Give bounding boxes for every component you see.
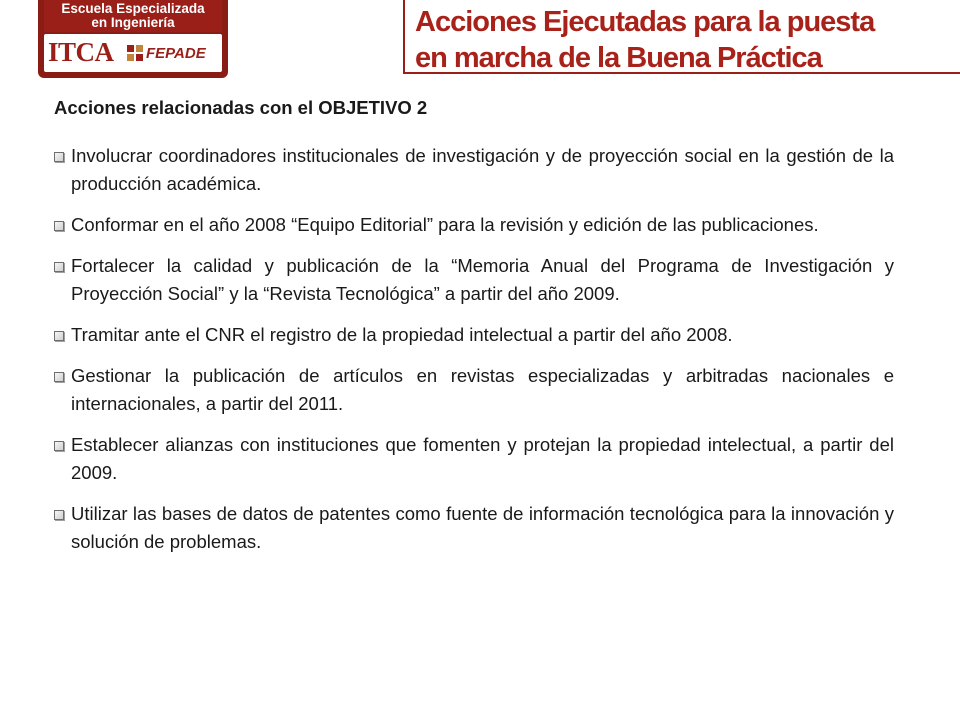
list-item-text: Conformar en el año 2008 “Equipo Editorial” para la revisión y edición de las publicaciones. xyxy=(71,214,819,235)
list-item xyxy=(54,142,894,198)
list-item xyxy=(54,321,894,349)
checkbox-square-icon xyxy=(54,221,64,231)
list-item-text: Establecer alianzas con instituciones que fomenten y protejan la propiedad intelectual, a partir del 2009. xyxy=(71,434,894,483)
institution-logo xyxy=(38,0,228,78)
checkbox-square-icon xyxy=(54,262,64,272)
list-item-text: Utilizar las bases de datos de patentes como fuente de información tecnológica para la innovación y solución de problemas. xyxy=(71,503,894,552)
checkbox-square-icon xyxy=(54,372,64,382)
list-item xyxy=(54,252,894,308)
section-subtitle: Acciones relacionadas con el OBJETIVO 2 xyxy=(54,97,428,118)
list-item-text: Involucrar coordinadores institucionales de investigación y de proyección social en la gestión de la producción académica. xyxy=(71,145,894,194)
logo-school-name xyxy=(44,0,222,32)
header-vertical-rule xyxy=(403,0,405,74)
logo-partner-fepade: FEPADE xyxy=(146,45,206,62)
list-item-text: Fortalecer la calidad y publicación de la “Memoria Anual del Programa de Investigación y Proyección Social” y la “Revista Tecnológica” a partir del año 2009. xyxy=(71,255,894,304)
logo-line-2: en Ingeniería xyxy=(91,15,175,30)
action-list xyxy=(54,142,894,556)
fepade-emblem-icon xyxy=(127,45,143,61)
list-item-text: Tramitar ante el CNR el registro de la propiedad intelectual a partir del año 2008. xyxy=(71,324,733,345)
list-item xyxy=(54,211,894,239)
logo-brand-panel xyxy=(44,34,222,72)
checkbox-square-icon xyxy=(54,152,64,162)
page-title-line-2: en marcha de la Buena Práctica xyxy=(415,42,822,74)
main-content xyxy=(54,96,894,569)
checkbox-square-icon xyxy=(54,510,64,520)
checkbox-square-icon xyxy=(54,331,64,341)
page-title-line-1: Acciones Ejecutadas para la puesta xyxy=(415,6,875,38)
logo-line-1: Escuela Especializada xyxy=(61,1,205,16)
list-item-text: Gestionar la publicación de artículos en revistas especializadas y arbitradas nacionales e internacionales, a partir del 2011. xyxy=(71,365,894,414)
checkbox-square-icon xyxy=(54,441,64,451)
page-title xyxy=(415,4,945,76)
logo-brand-itca: ITCA xyxy=(48,37,114,67)
list-item xyxy=(54,431,894,487)
list-item xyxy=(54,500,894,556)
list-item xyxy=(54,362,894,418)
